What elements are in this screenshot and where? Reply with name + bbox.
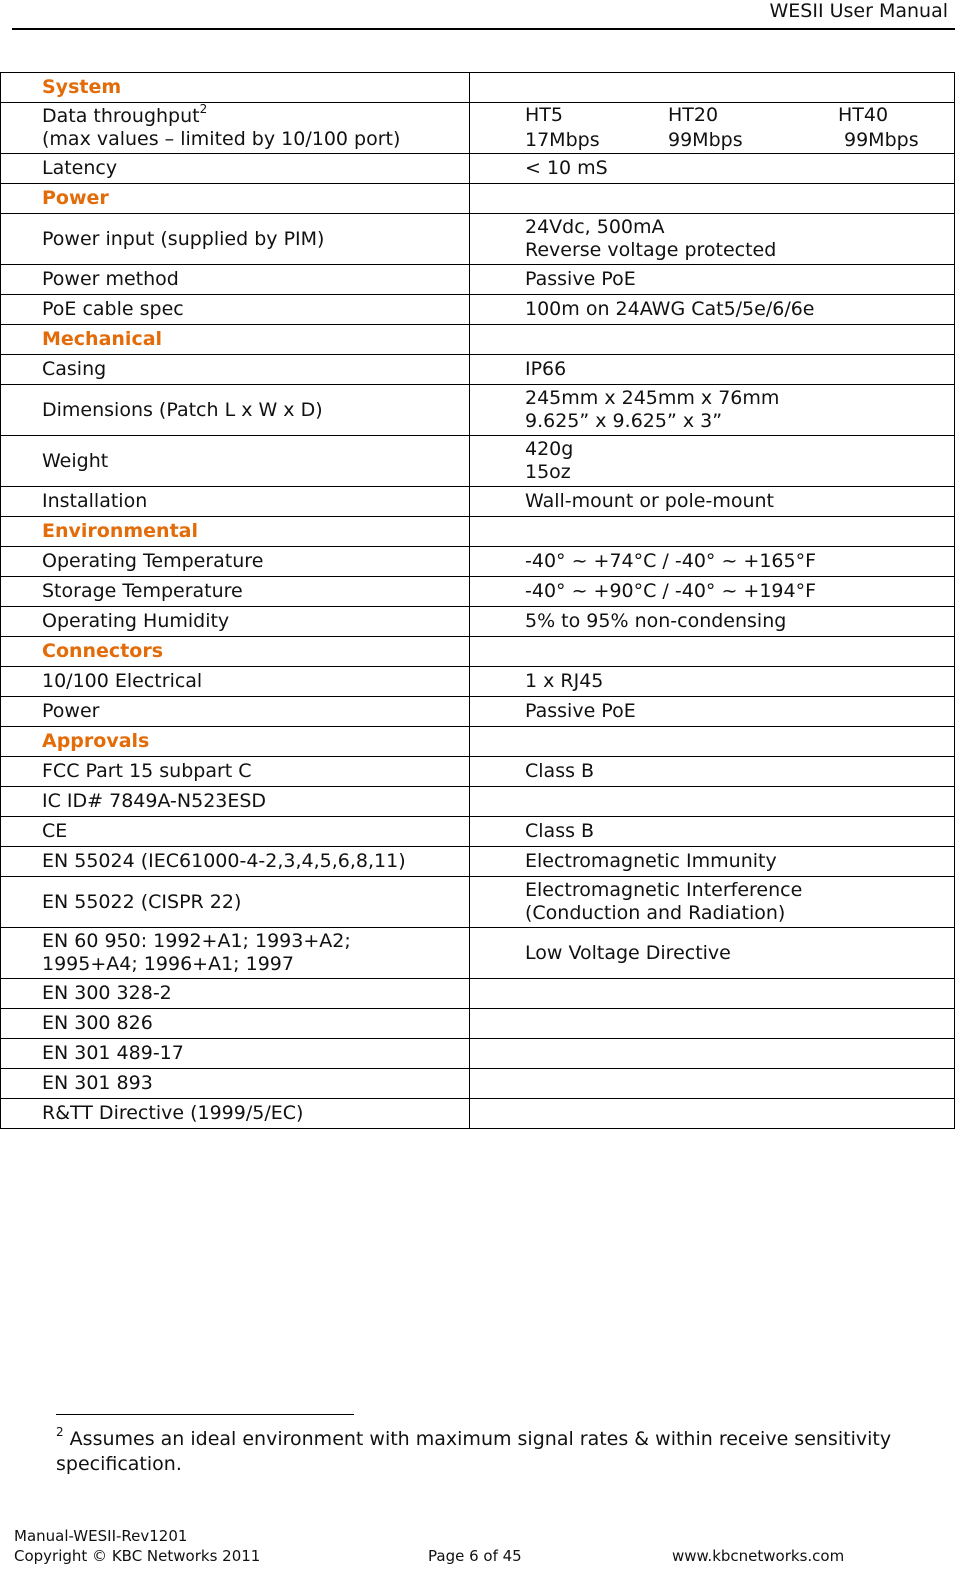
table-row-rtte bbox=[1, 1099, 955, 1129]
spec-value-fcc: Class B bbox=[470, 757, 955, 787]
spec-value-ce: Class B bbox=[470, 817, 955, 847]
data-throughput-note: (max values – limited by 10/100 port) bbox=[42, 128, 401, 150]
footer-document-id: Manual-WESII-Rev1201 bbox=[14, 1527, 188, 1545]
footnote-number: 2 bbox=[56, 1424, 64, 1439]
spec-label-en300826: EN 300 826 bbox=[1, 1009, 470, 1039]
footnote-text: Assumes an ideal environment with maximum signal rates & within receive sensitivity specification. bbox=[56, 1428, 892, 1475]
spec-label-en300328: EN 300 328-2 bbox=[1, 979, 470, 1009]
table-row-dimensions bbox=[1, 385, 955, 436]
throughput-value: 17Mbps bbox=[525, 129, 600, 151]
spec-label-en301489: EN 301 489-17 bbox=[1, 1039, 470, 1069]
spec-label-latency: Latency bbox=[1, 154, 470, 184]
spec-label-connector-power: Power bbox=[1, 697, 470, 727]
spec-value-weight: 420g 15oz bbox=[470, 436, 955, 487]
throughput-mode: HT20 bbox=[668, 104, 719, 126]
footnote-ref: 2 bbox=[199, 101, 208, 116]
spec-value-data-throughput bbox=[470, 103, 955, 154]
table-row-poe-cable bbox=[1, 295, 955, 325]
spec-label-rtte: R&TT Directive (1999/5/EC) bbox=[1, 1099, 470, 1129]
spec-value-dimensions: 245mm x 245mm x 76mm 9.625” x 9.625” x 3” bbox=[470, 385, 955, 436]
table-row-casing bbox=[1, 355, 955, 385]
spec-value-storage-temperature: -40° ~ +90°C / -40° ~ +194°F bbox=[470, 577, 955, 607]
spec-value-power-input: 24Vdc, 500mA Reverse voltage protected bbox=[470, 214, 955, 265]
spec-value-power-method: Passive PoE bbox=[470, 265, 955, 295]
spec-value-connector-power: Passive PoE bbox=[470, 697, 955, 727]
section-row-approvals bbox=[1, 727, 955, 757]
footer-page-number: Page 6 of 45 bbox=[428, 1547, 522, 1565]
spec-value-electrical: 1 x RJ45 bbox=[470, 667, 955, 697]
footnote-divider bbox=[56, 1414, 354, 1415]
table-row-en55024 bbox=[1, 847, 955, 877]
table-row-connector-power bbox=[1, 697, 955, 727]
spec-label-dimensions: Dimensions (Patch L x W x D) bbox=[1, 385, 470, 436]
spec-label-power-input: Power input (supplied by PIM) bbox=[1, 214, 470, 265]
spec-label-data-throughput bbox=[1, 103, 470, 154]
spec-label-operating-humidity: Operating Humidity bbox=[1, 607, 470, 637]
section-label-system: System bbox=[1, 73, 470, 103]
throughput-value: 99Mbps bbox=[844, 129, 919, 151]
table-row-power-method bbox=[1, 265, 955, 295]
footer-website: www.kbcnetworks.com bbox=[672, 1547, 845, 1565]
spec-value-casing: IP66 bbox=[470, 355, 955, 385]
section-label-mechanical: Mechanical bbox=[1, 325, 470, 355]
spec-value-latency: < 10 mS bbox=[470, 154, 955, 184]
spec-label-ic-id: IC ID# 7849A-N523ESD bbox=[1, 787, 470, 817]
table-row-en301893 bbox=[1, 1069, 955, 1099]
spec-label-installation: Installation bbox=[1, 487, 470, 517]
footer-copyright: Copyright © KBC Networks 2011 bbox=[14, 1547, 261, 1565]
spec-value-operating-temperature: -40° ~ +74°C / -40° ~ +165°F bbox=[470, 547, 955, 577]
data-throughput-label: Data throughput bbox=[42, 105, 200, 127]
table-row-latency bbox=[1, 154, 955, 184]
table-row-en300328 bbox=[1, 979, 955, 1009]
spec-label-en301893: EN 301 893 bbox=[1, 1069, 470, 1099]
table-row-operating-humidity bbox=[1, 607, 955, 637]
table-row-ic-id bbox=[1, 787, 955, 817]
table-row-en300826 bbox=[1, 1009, 955, 1039]
spec-label-ce: CE bbox=[1, 817, 470, 847]
section-label-approvals: Approvals bbox=[1, 727, 470, 757]
spec-value-installation: Wall-mount or pole-mount bbox=[470, 487, 955, 517]
section-row-power bbox=[1, 184, 955, 214]
table-row-fcc bbox=[1, 757, 955, 787]
spec-label-casing: Casing bbox=[1, 355, 470, 385]
spec-value-en55022: Electromagnetic Interference (Conduction and Radiation) bbox=[470, 877, 955, 928]
spec-label-operating-temperature: Operating Temperature bbox=[1, 547, 470, 577]
table-row-en60950 bbox=[1, 928, 955, 979]
table-row-electrical bbox=[1, 667, 955, 697]
spec-value-poe-cable: 100m on 24AWG Cat5/5e/6/6e bbox=[470, 295, 955, 325]
spec-label-fcc: FCC Part 15 subpart C bbox=[1, 757, 470, 787]
spec-label-poe-cable: PoE cable spec bbox=[1, 295, 470, 325]
spec-label-storage-temperature: Storage Temperature bbox=[1, 577, 470, 607]
spec-label-en55024: EN 55024 (IEC61000-4-2,3,4,5,6,8,11) bbox=[1, 847, 470, 877]
spec-label-en60950: EN 60 950: 1992+A1; 1993+A2; 1995+A4; 1996+A1; 1997 bbox=[1, 928, 470, 979]
section-label-connectors: Connectors bbox=[1, 637, 470, 667]
specification-table bbox=[0, 72, 955, 1129]
header-rule bbox=[12, 28, 955, 30]
spec-value-en60950: Low Voltage Directive bbox=[470, 928, 955, 979]
table-row-en55022 bbox=[1, 877, 955, 928]
spec-value-operating-humidity: 5% to 95% non-condensing bbox=[470, 607, 955, 637]
footnote bbox=[56, 1424, 916, 1477]
spec-label-power-method: Power method bbox=[1, 265, 470, 295]
section-row-environmental bbox=[1, 517, 955, 547]
spec-label-electrical: 10/100 Electrical bbox=[1, 667, 470, 697]
table-row-weight bbox=[1, 436, 955, 487]
throughput-mode: HT5 bbox=[525, 104, 563, 126]
spec-value-en55024: Electromagnetic Immunity bbox=[470, 847, 955, 877]
table-row-operating-temperature bbox=[1, 547, 955, 577]
section-row-system bbox=[1, 73, 955, 103]
table-row-en301489 bbox=[1, 1039, 955, 1069]
throughput-value: 99Mbps bbox=[668, 129, 743, 151]
table-row-ce bbox=[1, 817, 955, 847]
spec-label-weight: Weight bbox=[1, 436, 470, 487]
throughput-mode: HT40 bbox=[838, 104, 889, 126]
table-row-installation bbox=[1, 487, 955, 517]
table-row-power-input bbox=[1, 214, 955, 265]
section-label-environmental: Environmental bbox=[1, 517, 470, 547]
table-row-storage-temperature bbox=[1, 577, 955, 607]
section-row-mechanical bbox=[1, 325, 955, 355]
table-row-data-throughput bbox=[1, 103, 955, 154]
section-row-connectors bbox=[1, 637, 955, 667]
section-label-power: Power bbox=[1, 184, 470, 214]
document-title: WESII User Manual bbox=[769, 0, 948, 22]
spec-label-en55022: EN 55022 (CISPR 22) bbox=[1, 877, 470, 928]
